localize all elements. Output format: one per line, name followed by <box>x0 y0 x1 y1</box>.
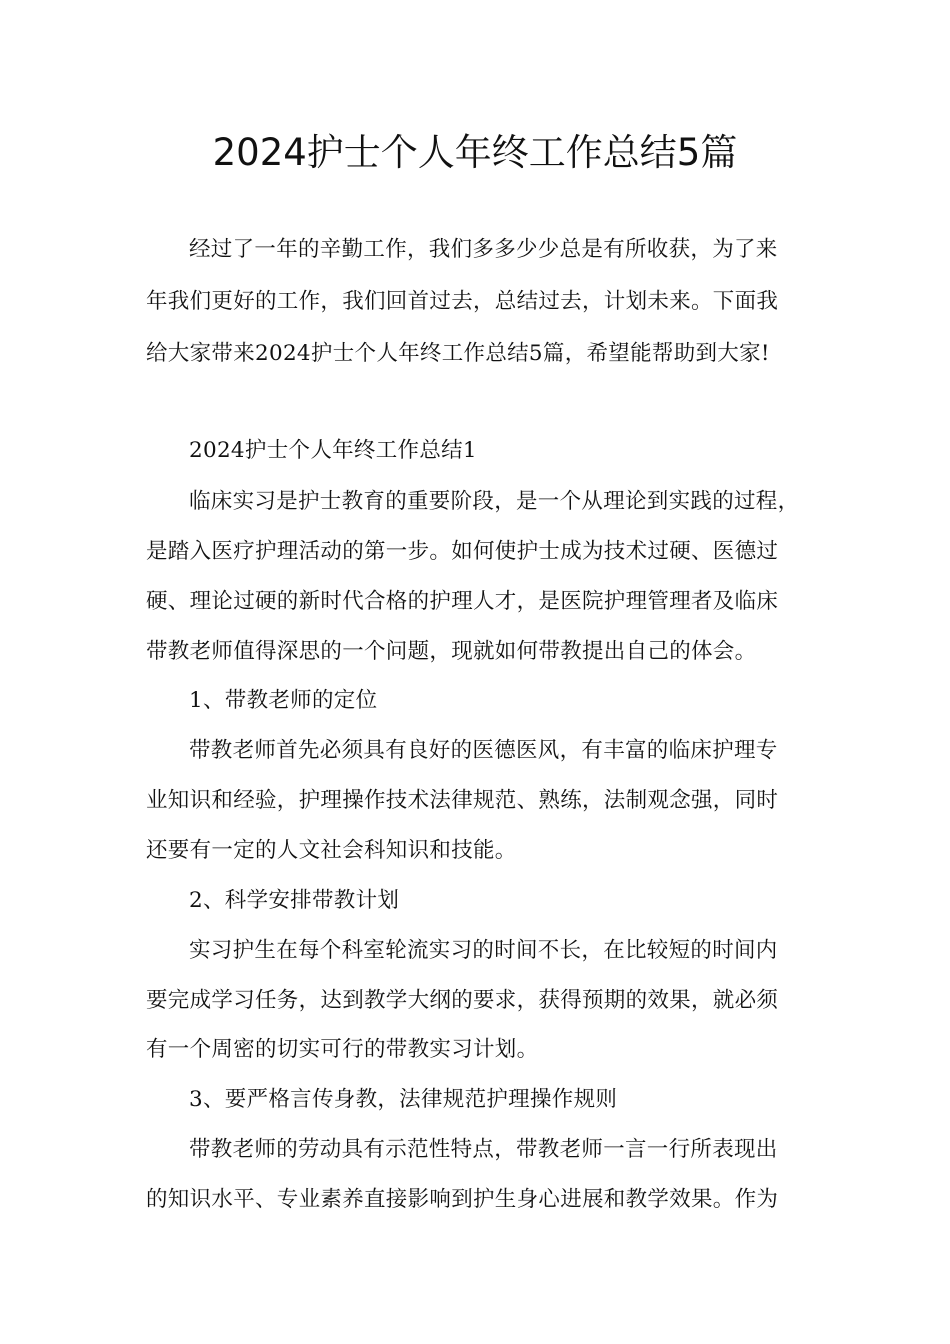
subheading-1: 1、带教老师的定位 <box>189 688 378 713</box>
intro-line-3: 给大家带来2024护士个人年终工作总结5篇，希望能帮助到大家! <box>146 341 770 366</box>
intro-line-2: 年我们更好的工作，我们回首过去，总结过去，计划未来。下面我 <box>146 289 779 314</box>
document-title: 2024护士个人年终工作总结5篇 <box>212 131 738 174</box>
body-line: 还要有一定的人文社会科知识和技能。 <box>146 838 517 863</box>
intro-line-1: 经过了一年的辛勤工作，我们多多少少总是有所收获，为了来 <box>189 237 778 262</box>
body-line: 业知识和经验，护理操作技术法律规范、熟练，法制观念强，同时 <box>146 788 779 813</box>
body-line: 要完成学习任务，达到教学大纲的要求，获得预期的效果，就必须 <box>146 988 779 1013</box>
body-line: 有一个周密的切实可行的带教实习计划。 <box>146 1037 539 1062</box>
body-line: 临床实习是护士教育的重要阶段，是一个从理论到实践的过程， <box>189 489 800 514</box>
body-line: 硬、理论过硬的新时代合格的护理人才，是医院护理管理者及临床 <box>146 589 779 614</box>
body-line: 带教老师首先必须具有良好的医德医风，有丰富的临床护理专 <box>189 738 778 763</box>
section-heading-1: 2024护士个人年终工作总结1 <box>189 438 477 463</box>
body-line: 是踏入医疗护理活动的第一步。如何使护士成为技术过硬、医德过 <box>146 539 779 564</box>
subheading-2: 2、科学安排带教计划 <box>189 888 400 913</box>
body-line: 带教老师的劳动具有示范性特点，带教老师一言一行所表现出 <box>189 1137 778 1162</box>
body-line: 的知识水平、专业素养直接影响到护生身心进展和教学效果。作为 <box>146 1187 779 1212</box>
subheading-3: 3、要严格言传身教，法律规范护理操作规则 <box>189 1087 618 1112</box>
body-line: 带教老师值得深思的一个问题，现就如何带教提出自己的体会。 <box>146 639 757 664</box>
body-line: 实习护生在每个科室轮流实习的时间不长，在比较短的时间内 <box>189 938 778 963</box>
